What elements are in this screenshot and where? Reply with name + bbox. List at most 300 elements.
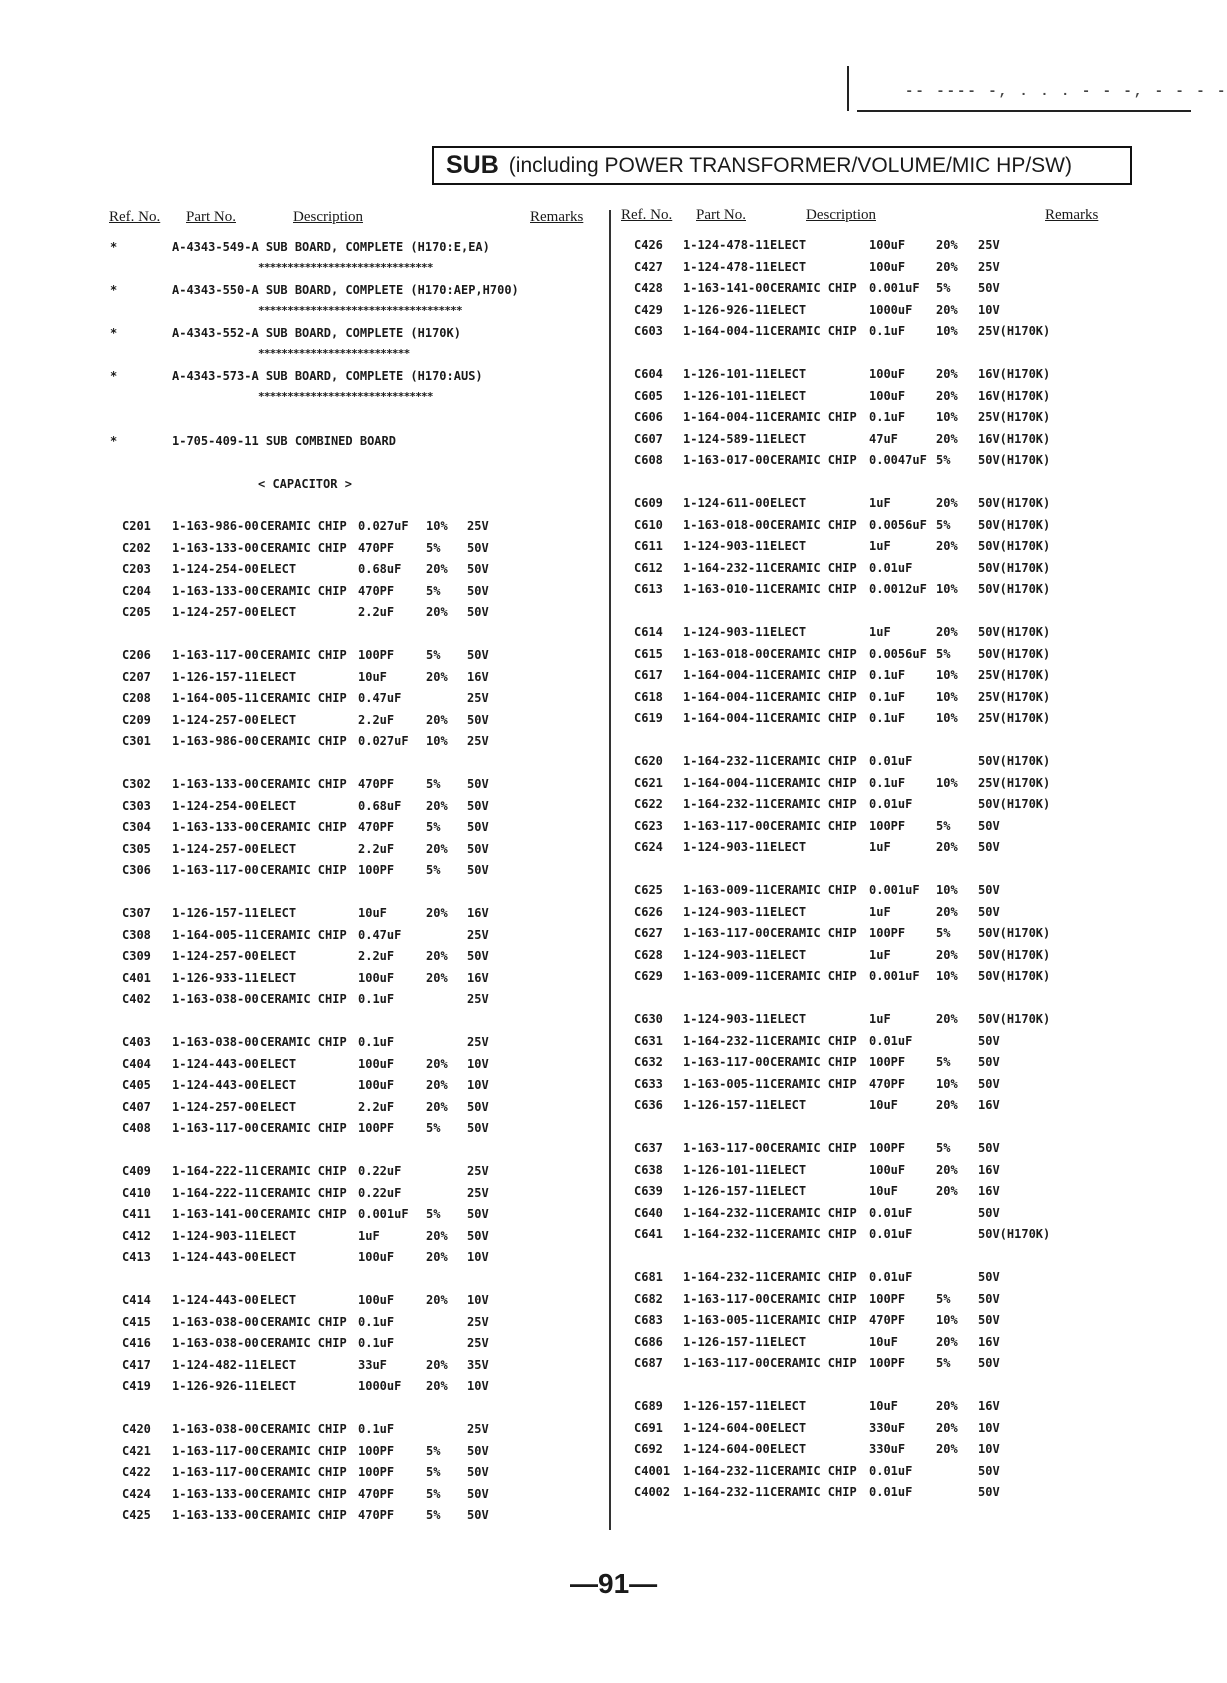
part-description: ELECT (260, 1228, 297, 1243)
part-tolerance: 20% (936, 1420, 958, 1435)
part-tolerance: 10% (936, 324, 958, 338)
part-value: 100PF (869, 1141, 906, 1155)
part-value: 0.0012uF (869, 582, 927, 596)
part-value: 100uF (869, 1162, 906, 1177)
part-part-no: 1-163-117-00 (683, 1291, 770, 1306)
part-description: CERAMIC CHIP (260, 863, 347, 877)
part-description: CERAMIC CHIP (770, 582, 857, 596)
part-remarks: 50V(H170K) (978, 625, 1051, 639)
part-ref: C626 (634, 904, 663, 919)
part-remarks: 50V(H170K) (978, 1227, 1051, 1241)
part-ref: C417 (122, 1357, 151, 1372)
part-part-no: 1-163-017-00 (683, 453, 770, 467)
part-value: 0.1uF (869, 668, 906, 682)
part-remarks: 25V (467, 519, 489, 533)
part-description: CERAMIC CHIP (770, 1270, 857, 1284)
part-remarks: 25V(H170K) (978, 689, 1051, 704)
part-part-no: 1-126-157-11 (172, 669, 259, 684)
part-value: 470PF (869, 1076, 906, 1091)
part-value: 0.01uF (869, 1227, 913, 1241)
part-ref: C613 (634, 582, 663, 596)
part-description: CERAMIC CHIP (260, 648, 347, 662)
part-description: CERAMIC CHIP (770, 969, 857, 983)
part-description: CERAMIC CHIP (770, 754, 857, 768)
part-ref: C608 (634, 453, 663, 467)
part-remarks: 50V(H170K) (978, 947, 1051, 962)
part-description: ELECT (770, 302, 807, 317)
part-part-no: 1-124-604-00 (683, 1442, 770, 1456)
part-description: CERAMIC CHIP (770, 711, 857, 725)
part-description: CERAMIC CHIP (770, 1055, 857, 1069)
part-part-no: 1-124-903-11 (683, 947, 770, 962)
part-tolerance: 20% (426, 906, 448, 920)
assembly-text: A-4343-549-A SUB BOARD, COMPLETE (H170:E,EA) (172, 240, 490, 254)
part-part-no: 1-124-443-00 (172, 1293, 259, 1307)
part-tolerance: 5% (936, 1055, 951, 1069)
part-value: 2.2uF (358, 712, 395, 727)
part-part-no: 1-126-926-11 (172, 1379, 259, 1393)
part-remarks: 50V(H170K) (978, 754, 1051, 768)
part-remarks: 50V(H170K) (978, 926, 1051, 940)
capacitor-section-title: < CAPACITOR > (258, 477, 352, 491)
part-tolerance: 5% (426, 648, 441, 662)
part-ref: C424 (122, 1486, 151, 1501)
part-tolerance: 20% (426, 1056, 448, 1071)
part-ref: C640 (634, 1205, 663, 1220)
part-tolerance: 20% (426, 1379, 448, 1393)
part-remarks: 50V (978, 1485, 1000, 1499)
part-value: 0.68uF (358, 798, 402, 813)
part-tolerance: 20% (936, 625, 958, 639)
part-tolerance: 20% (936, 947, 958, 962)
part-value: 0.68uF (358, 562, 402, 576)
part-tolerance: 10% (936, 711, 958, 725)
part-value: 47uF (869, 431, 898, 446)
part-remarks: 25V (978, 259, 1000, 274)
part-tolerance: 5% (936, 818, 951, 833)
part-description: ELECT (770, 367, 807, 381)
part-part-no: 1-124-482-11 (172, 1357, 259, 1372)
part-ref: C412 (122, 1228, 151, 1243)
part-remarks: 50V (467, 863, 489, 877)
part-remarks: 50V(H170K) (978, 453, 1051, 467)
part-value: 100PF (869, 1055, 906, 1069)
part-ref: C202 (122, 540, 151, 555)
right-header-ref: Ref. No. (621, 207, 673, 223)
part-ref: C614 (634, 625, 663, 639)
page-number: —91— (570, 1568, 658, 1599)
part-ref: C609 (634, 496, 663, 510)
part-ref: C201 (122, 519, 151, 533)
part-part-no: 1-124-257-00 (172, 1099, 259, 1114)
part-description: CERAMIC CHIP (770, 1205, 857, 1220)
part-ref: C307 (122, 906, 151, 920)
part-part-no: 1-163-038-00 (172, 1314, 259, 1329)
part-value: 470PF (869, 1313, 906, 1327)
part-value: 0.001uF (869, 883, 920, 897)
part-ref: C681 (634, 1270, 663, 1284)
part-tolerance: 5% (426, 1121, 441, 1135)
part-ref: C625 (634, 883, 663, 897)
part-description: ELECT (770, 840, 807, 854)
part-remarks: 25V (467, 1035, 489, 1049)
part-part-no: 1-163-141-00 (683, 281, 770, 295)
part-tolerance: 5% (426, 1443, 441, 1458)
part-part-no: 1-164-232-11 (683, 1270, 770, 1284)
part-value: 0.1uF (358, 1035, 395, 1049)
part-value: 0.01uF (869, 1205, 913, 1220)
part-value: 33uF (358, 1357, 387, 1372)
part-value: 100PF (358, 863, 395, 877)
part-remarks: 50V (467, 1099, 489, 1114)
part-remarks: 10V (467, 1078, 489, 1092)
part-remarks: 16V (978, 1098, 1000, 1112)
part-value: 100uF (869, 238, 906, 252)
part-description: ELECT (770, 431, 807, 446)
part-tolerance: 20% (426, 1099, 448, 1114)
part-tolerance: 20% (426, 1357, 448, 1372)
part-ref: C402 (122, 992, 151, 1006)
part-value: 0.01uF (869, 1463, 913, 1478)
part-tolerance: 20% (426, 1250, 448, 1264)
part-value: 100uF (358, 1250, 395, 1264)
part-value: 0.1uF (869, 410, 906, 424)
part-value: 10uF (869, 1399, 898, 1413)
part-description: CERAMIC CHIP (260, 519, 347, 533)
part-description: CERAMIC CHIP (770, 797, 857, 811)
part-tolerance: 20% (426, 970, 448, 985)
part-remarks: 50V (978, 1313, 1000, 1327)
part-remarks: 50V (467, 841, 489, 856)
part-description: CERAMIC CHIP (770, 560, 857, 575)
part-ref: C624 (634, 840, 663, 854)
part-description: CERAMIC CHIP (260, 992, 347, 1006)
part-part-no: 1-124-257-00 (172, 712, 259, 727)
assembly-text: A-4343-573-A SUB BOARD, COMPLETE (H170:AUS) (172, 369, 483, 383)
part-tolerance: 5% (426, 777, 441, 791)
part-tolerance: 20% (936, 431, 958, 446)
part-part-no: 1-164-004-11 (683, 775, 770, 790)
part-part-no: 1-124-443-00 (172, 1078, 259, 1092)
part-description: CERAMIC CHIP (260, 777, 347, 791)
part-part-no: 1-126-101-11 (683, 1162, 770, 1177)
part-remarks: 50V (978, 1033, 1000, 1048)
part-description: CERAMIC CHIP (260, 1314, 347, 1329)
part-value: 0.1uF (869, 689, 906, 704)
part-remarks: 10V (467, 1250, 489, 1264)
part-part-no: 1-124-478-11 (683, 259, 770, 274)
part-part-no: 1-163-141-00 (172, 1207, 259, 1221)
part-remarks: 50V(H170K) (978, 539, 1051, 553)
part-description: CERAMIC CHIP (260, 1422, 347, 1436)
part-tolerance: 20% (936, 539, 958, 553)
part-tolerance: 20% (936, 1184, 958, 1198)
part-value: 0.1uF (358, 1314, 395, 1329)
part-remarks: 25V (467, 1336, 489, 1350)
part-description: CERAMIC CHIP (260, 927, 347, 942)
part-value: 1uF (869, 1012, 891, 1026)
part-remarks: 16V (467, 970, 489, 985)
assembly-mark: * (110, 240, 118, 254)
part-ref: C410 (122, 1185, 151, 1200)
assembly-mark: * (110, 283, 118, 297)
part-value: 1000uF (869, 302, 913, 317)
part-tolerance: 20% (936, 1442, 958, 1456)
part-description: CERAMIC CHIP (770, 1076, 857, 1091)
part-part-no: 1-164-004-11 (683, 410, 770, 424)
part-value: 0.1uF (358, 1336, 395, 1350)
part-tolerance: 20% (936, 840, 958, 854)
title-rest: (including POWER TRANSFORMER/VOLUME/MIC HP/SW) (508, 153, 1072, 177)
part-description: ELECT (770, 259, 807, 274)
part-part-no: 1-164-232-11 (683, 1205, 770, 1220)
part-value: 1uF (869, 904, 891, 919)
part-description: CERAMIC CHIP (770, 1291, 857, 1306)
part-remarks: 50V(H170K) (978, 969, 1051, 983)
part-tolerance: 5% (936, 281, 951, 295)
part-remarks: 10V (467, 1293, 489, 1307)
part-tolerance: 20% (426, 949, 448, 963)
part-part-no: 1-163-009-11 (683, 969, 770, 983)
part-value: 10uF (869, 1334, 898, 1349)
part-remarks: 50V(H170K) (978, 496, 1051, 510)
part-ref: C641 (634, 1227, 663, 1241)
part-remarks: 50V (978, 1270, 1000, 1284)
part-part-no: 1-164-005-11 (172, 691, 259, 705)
part-value: 0.1uF (869, 775, 906, 790)
part-description: CERAMIC CHIP (770, 410, 857, 424)
part-tolerance: 20% (936, 302, 958, 317)
part-part-no: 1-126-157-11 (683, 1399, 770, 1413)
part-part-no: 1-124-903-11 (683, 840, 770, 854)
part-description: CERAMIC CHIP (770, 883, 857, 897)
part-ref: C405 (122, 1078, 151, 1092)
part-description: ELECT (770, 238, 807, 252)
assembly-text: 1-705-409-11 SUB COMBINED BOARD (172, 434, 396, 448)
part-remarks: 50V (467, 949, 489, 963)
part-value: 0.1uF (869, 711, 906, 725)
part-value: 0.47uF (358, 927, 402, 942)
part-description: ELECT (770, 1162, 807, 1177)
part-description: CERAMIC CHIP (260, 540, 347, 555)
left-header-part: Part No. (186, 209, 236, 225)
part-value: 2.2uF (358, 1099, 395, 1114)
part-description: ELECT (260, 906, 297, 920)
right-header-remarks: Remarks (1045, 207, 1099, 223)
part-part-no: 1-163-117-00 (683, 1356, 770, 1370)
part-remarks: 35V (467, 1357, 489, 1372)
part-part-no: 1-124-478-11 (683, 238, 770, 252)
part-part-no: 1-124-254-00 (172, 562, 259, 576)
part-ref: C422 (122, 1465, 151, 1479)
part-value: 0.0056uF (869, 646, 927, 661)
part-part-no: 1-163-009-11 (683, 883, 770, 897)
part-description: CERAMIC CHIP (770, 926, 857, 940)
part-part-no: 1-126-157-11 (683, 1184, 770, 1198)
right-header-part: Part No. (696, 207, 746, 223)
part-ref: C429 (634, 302, 663, 317)
part-ref: C305 (122, 841, 151, 856)
part-description: CERAMIC CHIP (260, 1185, 347, 1200)
part-ref: C419 (122, 1379, 151, 1393)
part-description: ELECT (770, 496, 807, 510)
left-header-ref: Ref. No. (109, 209, 161, 225)
assembly-mark: * (110, 326, 118, 340)
part-value: 0.22uF (358, 1185, 402, 1200)
part-ref: C691 (634, 1420, 663, 1435)
assembly-text: A-4343-550-A SUB BOARD, COMPLETE (H170:AEP,H700) (172, 283, 519, 297)
part-description: ELECT (260, 562, 297, 576)
assembly-stars: ****************************** (258, 390, 433, 403)
part-ref: C209 (122, 712, 151, 727)
part-part-no: 1-163-133-00 (172, 820, 259, 834)
part-value: 1uF (869, 496, 891, 510)
part-description: CERAMIC CHIP (770, 1485, 857, 1499)
part-tolerance: 5% (426, 540, 441, 555)
part-ref: C628 (634, 947, 663, 962)
part-value: 100PF (358, 1443, 395, 1458)
part-value: 0.1uF (358, 992, 395, 1006)
part-tolerance: 5% (426, 1486, 441, 1501)
part-value: 470PF (358, 1508, 395, 1522)
part-part-no: 1-163-133-00 (172, 583, 259, 598)
part-ref: C205 (122, 605, 151, 619)
part-description: CERAMIC CHIP (770, 689, 857, 704)
part-part-no: 1-163-133-00 (172, 1508, 259, 1522)
part-tolerance: 20% (426, 712, 448, 727)
part-ref: C204 (122, 583, 151, 598)
part-ref: C620 (634, 754, 663, 768)
part-part-no: 1-126-926-11 (683, 302, 770, 317)
part-ref: C4001 (634, 1463, 671, 1478)
column-divider (609, 210, 611, 1530)
part-part-no: 1-163-010-11 (683, 582, 770, 596)
part-description: CERAMIC CHIP (260, 1486, 347, 1501)
part-remarks: 50V(H170K) (978, 797, 1051, 811)
part-ref: C306 (122, 863, 151, 877)
part-ref: C639 (634, 1184, 663, 1198)
part-tolerance: 20% (426, 1078, 448, 1092)
part-remarks: 25V (467, 1314, 489, 1329)
part-tolerance: 20% (936, 238, 958, 252)
part-part-no: 1-124-257-00 (172, 949, 259, 963)
part-part-no: 1-164-004-11 (683, 711, 770, 725)
part-ref: C426 (634, 238, 663, 252)
part-tolerance: 10% (426, 519, 448, 533)
part-description: ELECT (770, 1442, 807, 1456)
part-part-no: 1-163-117-00 (683, 1141, 770, 1155)
part-tolerance: 5% (426, 863, 441, 877)
part-tolerance: 20% (426, 798, 448, 813)
part-part-no: 1-124-903-11 (683, 904, 770, 919)
part-remarks: 25V (467, 992, 489, 1006)
part-value: 10uF (358, 906, 387, 920)
part-description: CERAMIC CHIP (260, 1465, 347, 1479)
part-description: CERAMIC CHIP (260, 1035, 347, 1049)
part-remarks: 50V (978, 281, 1000, 295)
part-ref: C428 (634, 281, 663, 295)
part-tolerance: 20% (936, 1334, 958, 1349)
part-value: 1uF (358, 1228, 380, 1243)
part-tolerance: 10% (936, 689, 958, 704)
part-remarks: 50V (467, 583, 489, 598)
part-remarks: 50V (467, 1121, 489, 1135)
part-tolerance: 20% (936, 1012, 958, 1026)
assembly-stars: *********************************** (258, 304, 462, 317)
part-description: CERAMIC CHIP (770, 1033, 857, 1048)
part-ref: C407 (122, 1099, 151, 1114)
part-ref: C308 (122, 927, 151, 942)
part-ref: C604 (634, 367, 663, 381)
part-remarks: 10V (978, 1420, 1000, 1435)
part-description: CERAMIC CHIP (260, 1508, 347, 1522)
part-remarks: 16V (978, 1399, 1000, 1413)
part-ref: C683 (634, 1313, 663, 1327)
part-ref: C632 (634, 1055, 663, 1069)
part-ref: C208 (122, 691, 151, 705)
part-part-no: 1-164-232-11 (683, 754, 770, 768)
part-value: 2.2uF (358, 841, 395, 856)
part-tolerance: 5% (426, 583, 441, 598)
part-ref: C621 (634, 775, 663, 790)
part-part-no: 1-163-117-00 (172, 1121, 259, 1135)
part-part-no: 1-126-933-11 (172, 970, 259, 985)
part-value: 470PF (358, 540, 395, 555)
part-ref: C309 (122, 949, 151, 963)
part-remarks: 25V (978, 238, 1000, 252)
part-tolerance: 5% (936, 926, 951, 940)
part-remarks: 10V (467, 1056, 489, 1071)
part-part-no: 1-124-903-11 (683, 625, 770, 639)
part-remarks: 50V (467, 1465, 489, 1479)
assembly-stars: ************************** (258, 347, 410, 360)
part-description: CERAMIC CHIP (770, 775, 857, 790)
part-ref: C611 (634, 539, 663, 553)
part-description: CERAMIC CHIP (260, 820, 347, 834)
part-description: ELECT (770, 904, 807, 919)
part-part-no: 1-124-604-00 (683, 1420, 770, 1435)
part-tolerance: 20% (426, 562, 448, 576)
part-tolerance: 20% (936, 1098, 958, 1112)
part-remarks: 50V(H170K) (978, 582, 1051, 596)
part-ref: C622 (634, 797, 663, 811)
part-remarks: 50V (978, 1356, 1000, 1370)
part-remarks: 25V (467, 1185, 489, 1200)
part-description: CERAMIC CHIP (770, 324, 857, 338)
part-tolerance: 20% (426, 1293, 448, 1307)
part-part-no: 1-124-257-00 (172, 605, 259, 619)
part-part-no: 1-163-038-00 (172, 1336, 259, 1350)
assembly-stars: ****************************** (258, 261, 433, 274)
part-value: 0.0047uF (869, 453, 927, 467)
part-description: ELECT (260, 1078, 297, 1092)
part-tolerance: 10% (936, 410, 958, 424)
part-tolerance: 20% (936, 367, 958, 381)
part-tolerance: 20% (936, 496, 958, 510)
part-description: CERAMIC CHIP (260, 734, 347, 748)
part-value: 1uF (869, 947, 891, 962)
part-value: 100uF (358, 1056, 395, 1071)
part-description: ELECT (770, 1399, 807, 1413)
assembly-mark: * (110, 434, 118, 448)
part-remarks: 50V (978, 883, 1000, 897)
part-value: 470PF (358, 777, 395, 791)
part-value: 100uF (869, 367, 906, 381)
part-value: 0.01uF (869, 754, 913, 768)
part-description: ELECT (260, 949, 297, 963)
part-value: 10uF (869, 1098, 898, 1112)
part-description: CERAMIC CHIP (770, 281, 857, 295)
